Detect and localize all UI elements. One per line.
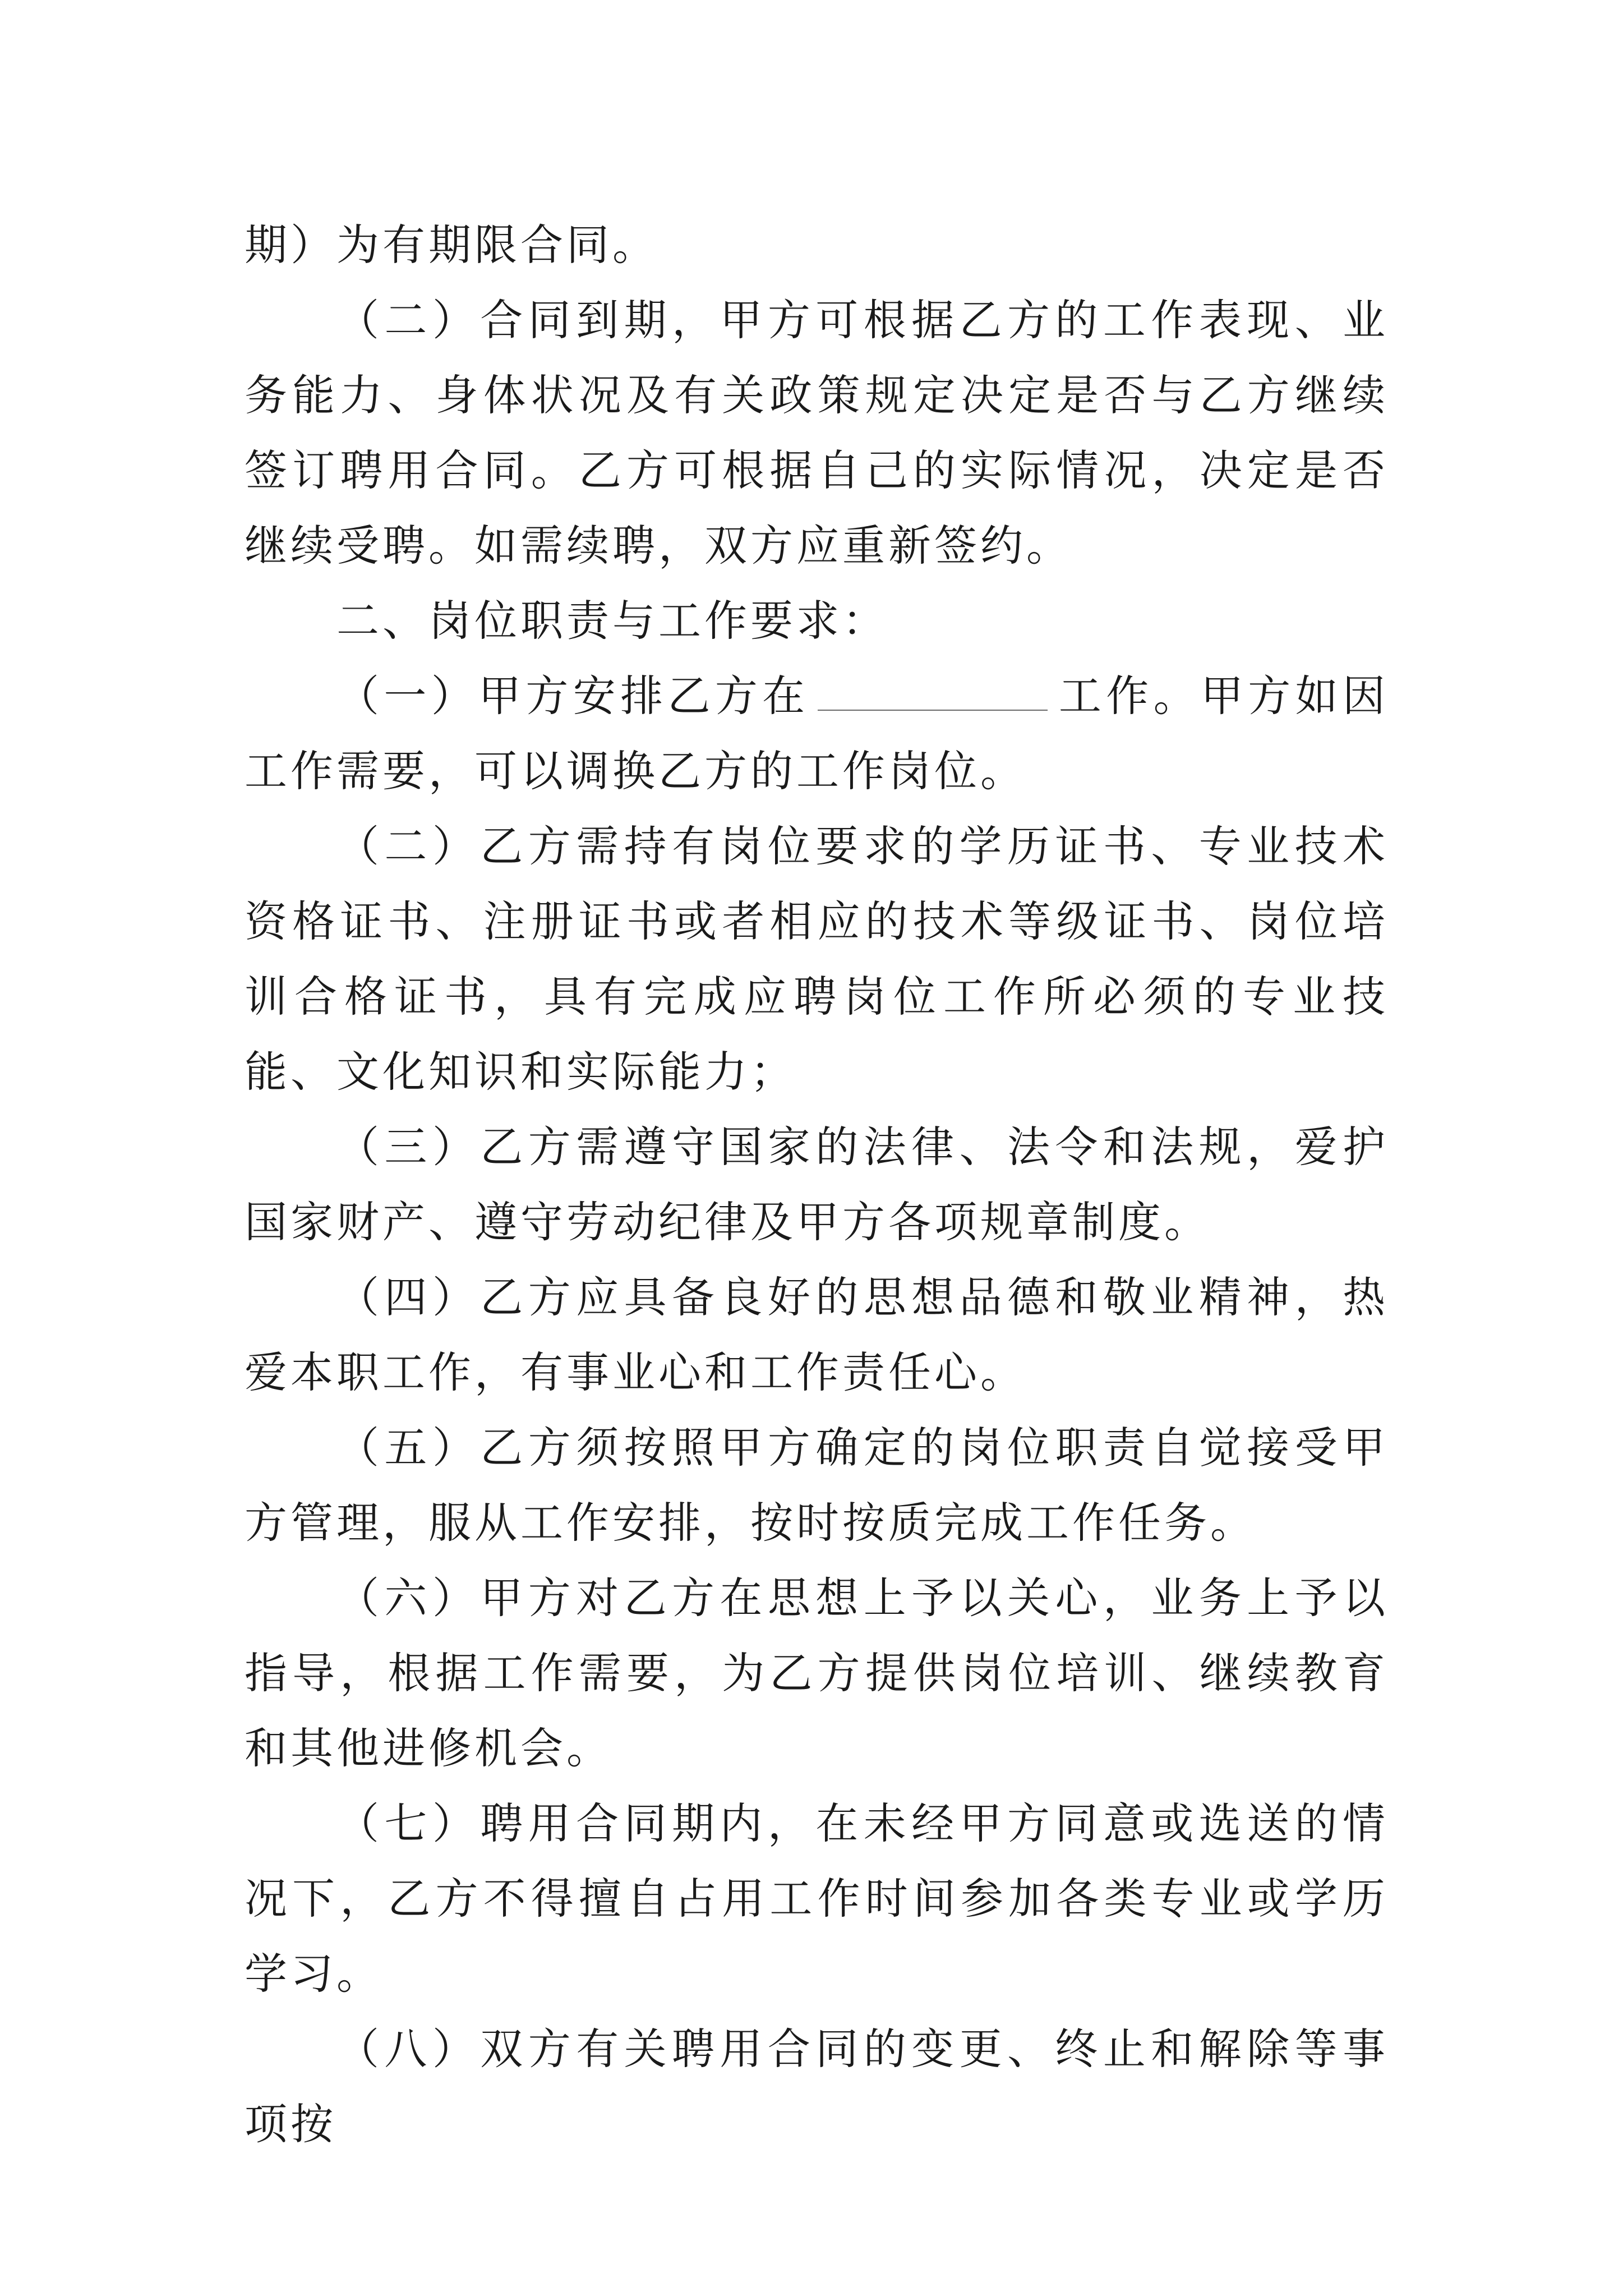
paragraph-professional-ethics: （四）乙方应具备良好的思想品德和敬业精神，热爱本职工作，有事业心和工作责任心。 <box>245 1272 1389 1397</box>
paragraph-contract-term-end: 期）为有期限合同。 <box>245 220 658 270</box>
paragraph-study-restriction: （七）聘用合同期内，在未经甲方同意或选送的情况下，乙方不得擅自占用工作时间参加各类专业或学历学习。 <box>245 1798 1389 1999</box>
paragraph-qualifications: （二）乙方需持有岗位要求的学历证书、专业技术资格证书、注册证书或者相应的技术等级证书、岗位培训合格证书，具有完成应聘岗位工作所必须的专业技能、文化知识和实际能力； <box>245 821 1389 1097</box>
job-assignment-text-before: （一）甲方安排乙方在 <box>336 671 810 721</box>
section-heading-duties: 二、岗位职责与工作要求： <box>336 596 888 646</box>
paragraph-training: （六）甲方对乙方在思想上予以关心，业务上予以指导，根据工作需要，为乙方提供岗位培训、继续教育和其他进修机会。 <box>245 1573 1389 1773</box>
job-position-blank <box>818 670 1048 711</box>
job-assignment-text-after: 工作。甲方如因工作需要，可以调换乙方的工作岗位。 <box>245 671 1389 796</box>
contract-body <box>245 208 1389 2162</box>
paragraph-law-compliance: （三）乙方需遵守国家的法律、法令和法规，爱护国家财产、遵守劳动纪律及甲方各项规章制度。 <box>245 1122 1389 1247</box>
paragraph-management: （五）乙方须按照甲方确定的岗位职责自觉接受甲方管理，服从工作安排，按时按质完成工作任务。 <box>245 1423 1389 1548</box>
paragraph-job-assignment <box>245 659 1389 809</box>
paragraph-contract-changes: （八）双方有关聘用合同的变更、终止和解除等事项按 <box>245 2024 1389 2149</box>
paragraph-contract-renewal: （二）合同到期，甲方可根据乙方的工作表现、业务能力、身体状况及有关政策规定决定是否与乙方继续签订聘用合同。乙方可根据自己的实际情况，决定是否继续受聘。如需续聘，双方应重新签约。 <box>245 295 1389 570</box>
